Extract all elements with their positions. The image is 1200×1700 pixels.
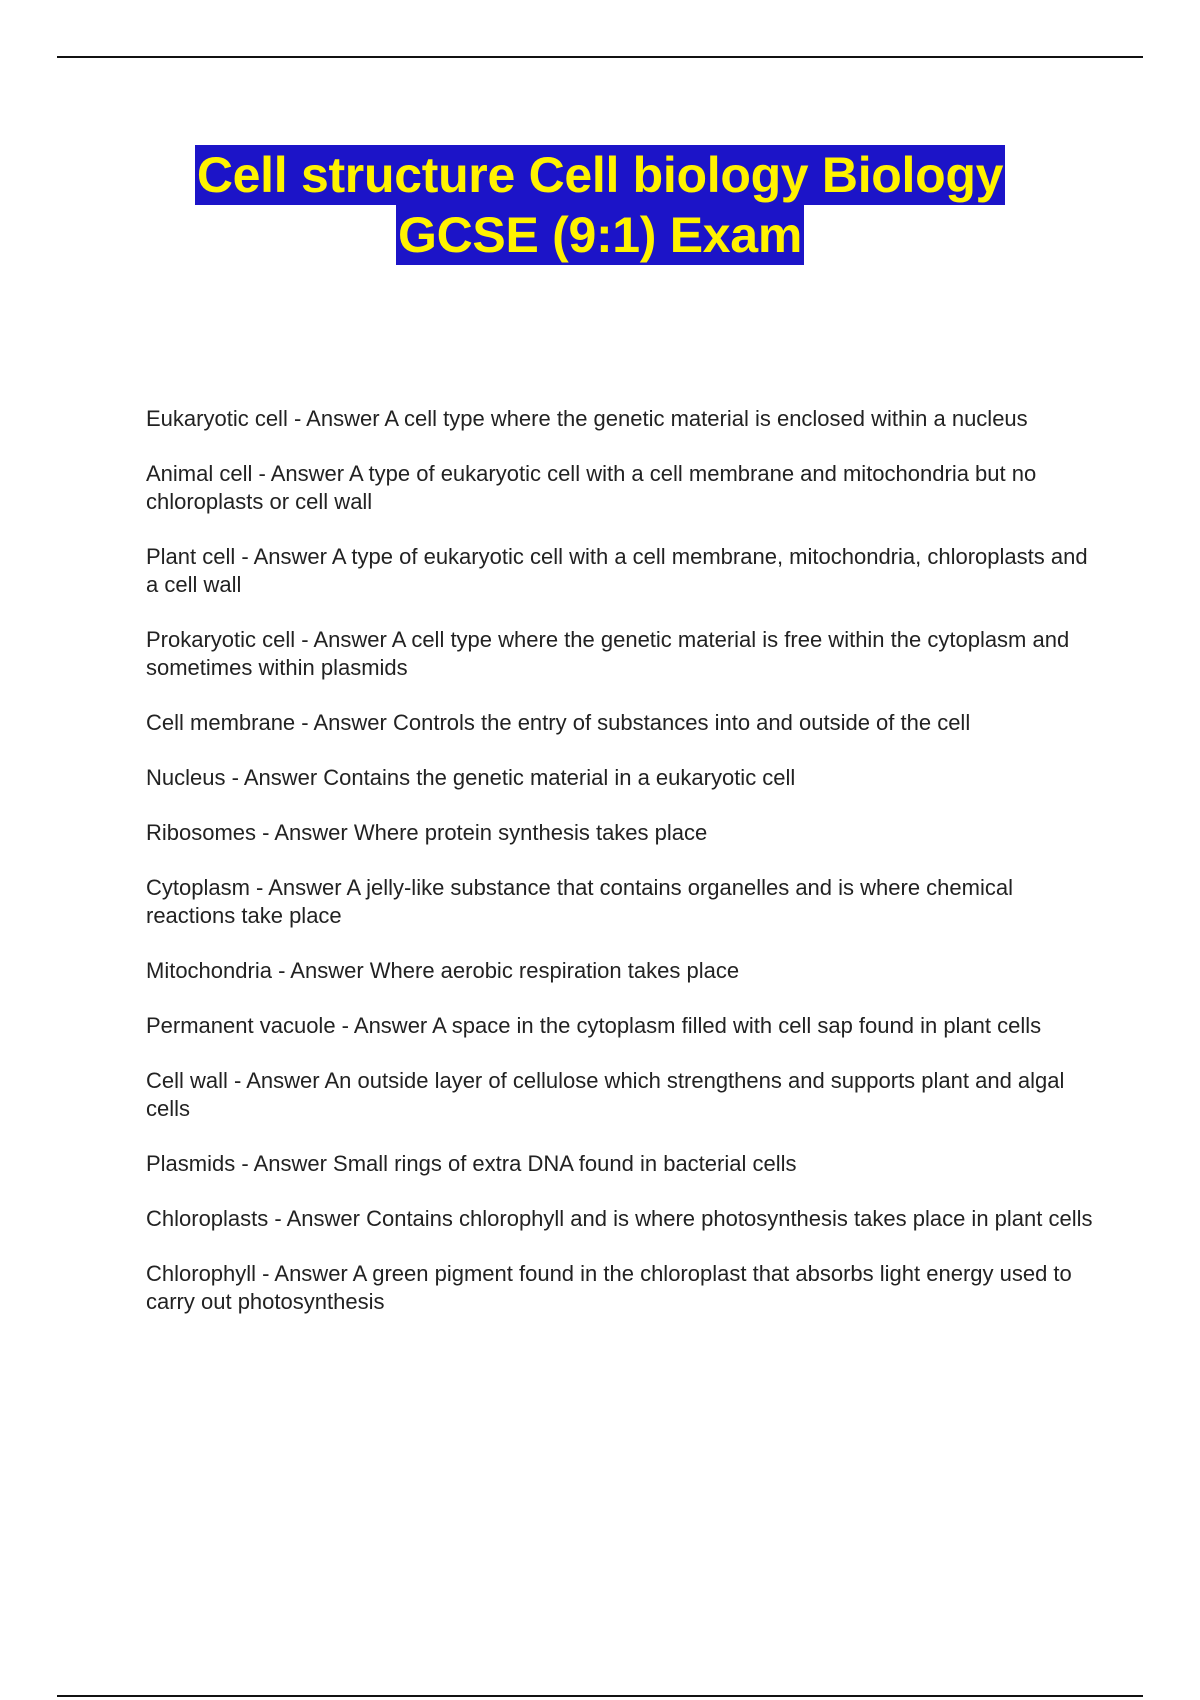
title-line-1: Cell structure Cell biology Biology [196,147,1004,203]
flashcard-entry: Cytoplasm - Answer A jelly-like substance that contains organelles and is where chemical reactions take place [146,875,1013,928]
flashcard-entry: Ribosomes - Answer Where protein synthesis takes place [146,820,708,845]
document-title [0,145,1200,265]
flashcard-entry: Animal cell - Answer A type of eukaryotic cell with a cell membrane and mitochondria but no chloroplasts or cell wall [146,461,1037,514]
title-line-2: GCSE (9:1) Exam [398,207,802,263]
flashcard-entry: Mitochondria - Answer Where aerobic respiration takes place [146,958,740,983]
flashcard-entry: Eukaryotic cell - Answer A cell type where the genetic material is enclosed within a nucleus [146,406,1028,431]
flashcard-entry: Chloroplasts - Answer Contains chlorophyll and is where photosynthesis takes place in plant cells [146,1206,1093,1231]
flashcard-entry: Plant cell - Answer A type of eukaryotic cell with a cell membrane, mitochondria, chloroplasts and a cell wall [146,544,1088,597]
flashcard-entry: Cell wall - Answer An outside layer of cellulose which strengthens and supports plant and algal cells [146,1068,1065,1121]
flashcard-list [146,405,1096,1343]
flashcard-entry: Prokaryotic cell - Answer A cell type where the genetic material is free within the cytoplasm and sometimes within plasmids [146,627,1070,680]
bottom-rule [57,1695,1143,1697]
flashcard-entry: Permanent vacuole - Answer A space in the cytoplasm filled with cell sap found in plant cells [146,1013,1042,1038]
flashcard-entry: Cell membrane - Answer Controls the entry of substances into and outside of the cell [146,710,971,735]
flashcard-entry: Nucleus - Answer Contains the genetic material in a eukaryotic cell [146,765,796,790]
top-rule [57,56,1143,58]
flashcard-entry: Plasmids - Answer Small rings of extra DNA found in bacterial cells [146,1151,797,1176]
flashcard-entry: Chlorophyll - Answer A green pigment found in the chloroplast that absorbs light energy used to carry out photosynthesis [146,1261,1072,1314]
